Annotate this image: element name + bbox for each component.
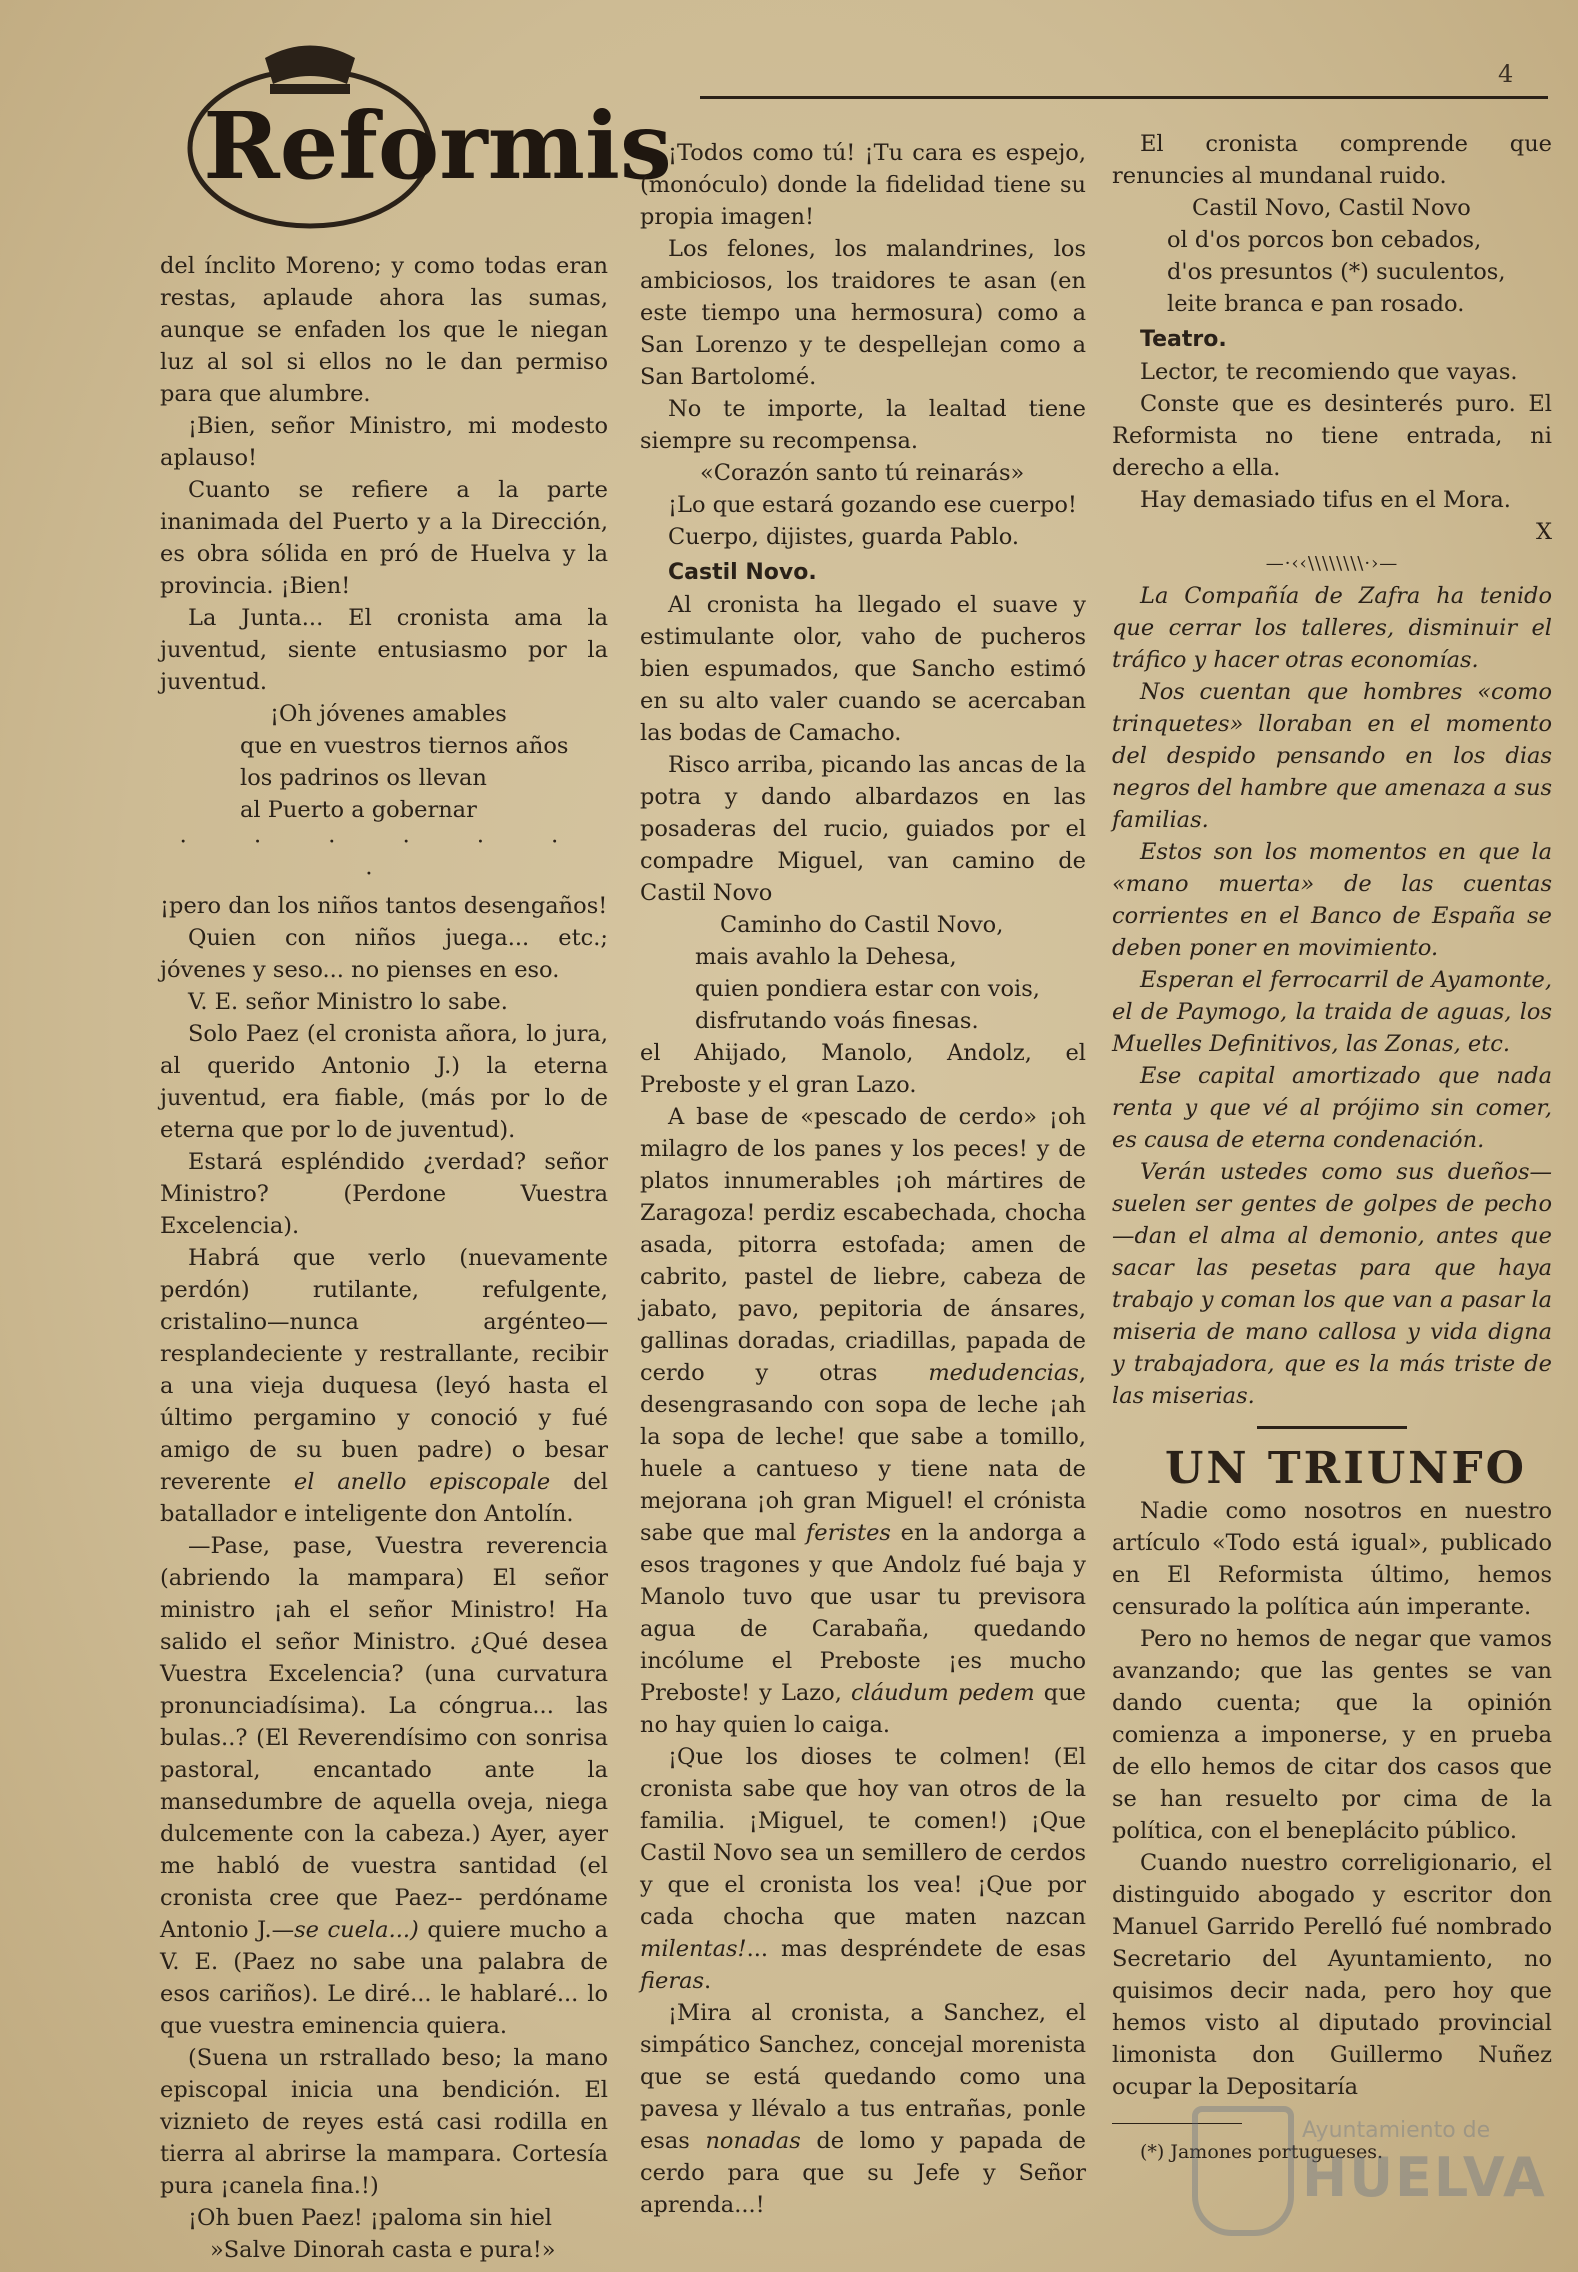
- col3-paragraph: Ese capital amortizado que nada renta y que vé al prójimo sin comer, es causa de eterna condenación.: [1112, 1063, 1552, 1153]
- col1-paragraph: al Puerto a gobernar: [240, 797, 477, 823]
- col2-paragraph: Risco arriba, picando las ancas de la potra y dando albardazos en las posaderas del rucio, guiados por el compadre Miguel, van camino de Castil Novo: [640, 752, 1086, 906]
- col2-paragraph: ¡Todos como tú! ¡Tu cara es espejo, (monóculo) donde la fidelidad tiene su propia imagen!: [640, 140, 1086, 230]
- article-paragraph: Pero no hemos de negar que vamos avanzando; que las gentes se van dando cuenta; que la opinión comienza a imponerse, y en prueba de ello hemos de citar dos casos que se han resuelto por cima de la política, con el beneplácito público.: [1112, 1626, 1552, 1844]
- shield-icon: [1192, 2106, 1294, 2236]
- col3-paragraph: La Compañía de Zafra ha tenido que cerrar los talleres, disminuir el tráfico y hacer otras economías.: [1112, 583, 1552, 673]
- article-title: UN TRIUNFO: [1165, 1443, 1527, 1494]
- col2-paragraph: ¡Que los dioses te colmen! (El cronista sabe que hoy van otros de la familia. ¡Miguel, te comen!) ¡Que Castil Novo sea un semillero de cerdos y que el cronista los vea! ¡Que por cada chocha que maten nazcan milentas!... mas despréndete de esas fieras.: [640, 1744, 1086, 1994]
- col1-paragraph: ¡Oh buen Paez! ¡paloma sin hiel: [188, 2205, 552, 2231]
- col2-paragraph: Los felones, los malandrines, los ambiciosos, los traidores te asan (en este tiempo una hermosura) como a San Lorenzo y te despellejan como a San Bartolomé.: [640, 236, 1086, 390]
- col3-paragraph: —·‹‹\\\\\\\\·›—: [1265, 553, 1399, 574]
- col1-paragraph: ¡Bien, señor Ministro, mi modesto aplauso!: [160, 413, 608, 471]
- col3-paragraph: leite branca e pan rosado.: [1167, 291, 1465, 317]
- masthead-graphic: [170, 28, 670, 238]
- col2-paragraph: ¡Lo que estará gozando ese cuerpo!: [668, 492, 1077, 518]
- col3-section-heading: Teatro.: [1140, 327, 1227, 352]
- col2-paragraph: disfrutando voás finesas.: [695, 1008, 979, 1034]
- col3-paragraph: Verán ustedes como sus dueños—suelen ser gentes de golpes de pecho—dan el alma al demonio, antes que sacar las pesetas para que haya trabajo y coman los que van a pasar la miseria de mano callosa y vida digna y trabajadora, que es la más triste de las miserias.: [1112, 1159, 1552, 1409]
- col1-paragraph: (Suena un rstrallado beso; la mano episcopal inicia una bendición. El viznieto de reyes está casi rodilla en tierra al abrirse la mampara. Cortesía pura ¡canela fina.!): [160, 2045, 608, 2199]
- col2-paragraph: Caminho do Castil Novo,: [720, 912, 1004, 938]
- column-3-top: [1112, 128, 1552, 1412]
- watermark-line1: Ayuntamiento de: [1302, 2118, 1491, 2143]
- col1-paragraph: los padrinos os llevan: [240, 765, 487, 791]
- masthead-logo: [170, 28, 670, 238]
- col1-paragraph: ¡pero dan los niños tantos desengaños!: [160, 893, 608, 919]
- col3-paragraph: Conste que es desinterés puro. El Reformista no tiene entrada, ni derecho a ella.: [1112, 391, 1552, 481]
- header-rule: [700, 96, 1548, 99]
- col1-paragraph: »Salve Dinorah casta e pura!»: [210, 2237, 556, 2263]
- col2-paragraph: No te importe, la lealtad tiene siempre su recompensa.: [640, 396, 1086, 454]
- col1-paragraph: Estará espléndido ¿verdad? señor Ministro? (Perdone Vuestra Excelencia).: [160, 1149, 608, 1239]
- col2-paragraph: A base de «pescado de cerdo» ¡oh milagro de los panes y los peces! y de platos innumerables ¡oh mártires de Zaragoza! perdiz escabechada, chocha asada, pitorra estofada; amen de cabrito, pastel de liebre, cabeza de jabato, pavo, pepitoria de ánsares, gallinas doradas, criadillas, papada de cerdo y otras medudencias, desengrasando con sopa de leche ¡ah la sopa de leche! que sabe a tomillo, huele a cantueso y tiene nata de mejorana ¡oh gran Miguel! el crónista sabe que mal feristes en la andorga a esos tragones y que Andolz fué baja y Manolo tuvo que usar tu previsora agua de Carabaña, quedando incólume el Preboste ¡es mucho Preboste! y Lazo, cláudum pedem que no hay quien lo caiga.: [640, 1104, 1086, 1738]
- col2-paragraph: Cuerpo, dijistes, guarda Pablo.: [668, 524, 1020, 550]
- col1-paragraph: Habrá que verlo (nuevamente perdón) rutilante, refulgente, cristalino—nunca argénteo—resplandeciente y restrallante, recibir a una vieja duquesa (leyó hasta el último pergamino y conoció y fué amigo de su buen padre) o besar reverente el anello episcopale del batallador e inteligente don Antolín.: [160, 1245, 608, 1527]
- col2-paragraph: Al cronista ha llegado el suave y estimulante olor, vaho de pucheros bien espumados, que Sancho estimó en su alto valer cuando se acercaban las bodas de Camacho.: [640, 592, 1086, 746]
- col3-paragraph: X: [1535, 519, 1552, 545]
- col3-paragraph: Castil Novo, Castil Novo: [1192, 195, 1471, 221]
- col1-paragraph: del ínclito Moreno; y como todas eran restas, aplaude ahora las sumas, aunque se enfaden los que le niegan luz al sol si ellos no le dan permiso para que alumbre.: [160, 253, 608, 407]
- col2-paragraph: ¡Mira al cronista, a Sanchez, el simpático Sanchez, concejal morenista que se está quedando como una pavesa y llévalo a tus entrañas, ponle esas nonadas de lomo y papada de cerdo para que su Jefe y Señor aprenda...!: [640, 2000, 1086, 2218]
- archive-watermark: [1162, 2098, 1547, 2248]
- page-number: 4: [1498, 60, 1514, 88]
- col2-paragraph: «Corazón santo tú reinarás»: [700, 460, 1025, 486]
- article-body: [1112, 1495, 1552, 2103]
- col1-paragraph: que en vuestros tiernos años: [240, 733, 569, 759]
- section-divider: [1257, 1426, 1407, 1429]
- col2-section-heading: Castil Novo.: [668, 560, 817, 585]
- col2-paragraph: mais avahlo la Dehesa,: [695, 944, 957, 970]
- col1-paragraph: Quien con niños juega... etc.; jóvenes y seso... no pienses en eso.: [160, 925, 608, 983]
- col1-paragraph: Solo Paez (el cronista añora, lo jura, al querido Antonio J.) la eterna juventud, era fiable, (más por lo de eterna que por lo de juventud).: [160, 1021, 608, 1143]
- col3-paragraph: Estos son los momentos en que la «mano muerta» de las cuentas corrientes en el Banco de España se deben poner en movimiento.: [1112, 839, 1552, 961]
- article-paragraph: Nadie como nosotros en nuestro artículo «Todo está igual», publicado en El Reformista último, hemos censurado la política aún imperante.: [1112, 1498, 1552, 1620]
- column-2: [640, 137, 1086, 2221]
- col1-paragraph: V. E. señor Ministro lo sabe.: [188, 989, 508, 1015]
- col1-paragraph: Cuanto se refiere a la parte inanimada del Puerto y a la Dirección, es obra sólida en pró de Huelva y la provincia. ¡Bien!: [160, 477, 608, 599]
- column-1: [160, 250, 608, 2266]
- masthead-title: Reformis: [203, 92, 670, 200]
- col3-paragraph: Esperan el ferrocarril de Ayamonte, el de Paymogo, la traida de aguas, los Muelles Definitivos, las Zonas, etc.: [1112, 967, 1552, 1057]
- col2-paragraph: quien pondiera estar con vois,: [695, 976, 1040, 1002]
- col1-paragraph: ¡Oh jóvenes amables: [270, 701, 507, 727]
- col3-paragraph: d'os presuntos (*) suculentos,: [1167, 259, 1506, 285]
- col1-paragraph: · · · · · · ·: [179, 829, 589, 887]
- col3-paragraph: Nos cuentan que hombres «como trinquetes» lloraban en el momento del despido pensando en los dias negros del hambre que amenaza a sus familias.: [1112, 679, 1552, 833]
- col1-paragraph: La Junta... El cronista ama la juventud, siente entusiasmo por la juventud.: [160, 605, 608, 695]
- column-3: [1112, 128, 1552, 2168]
- col3-paragraph: ol d'os porcos bon cebados,: [1167, 227, 1482, 253]
- col3-paragraph: Hay demasiado tifus en el Mora.: [1140, 487, 1511, 513]
- footnote: (*) Jamones portugueses.: [1140, 2141, 1384, 2163]
- col1-paragraph: —Pase, pase, Vuestra reverencia (abriendo la mampara) El señor ministro ¡ah el señor Ministro! Ha salido el señor Ministro. ¿Qué desea Vuestra Excelencia? (una curvatura pronunciadísima). La cóngrua... las bulas..? (El Reverendísimo con sonrisa pastoral, encantado ante la mansedumbre de aquella oveja, niega dulcemente con la cabeza.) Ayer, ayer me habló de vuestra santidad (el cronista cree que Paez-- perdóname Antonio J.—se cuela...) quiere mucho a V. E. (Paez no sabe una palabra de esos cariños). Le diré... le hablaré... lo que vuestra eminencia quiera.: [160, 1533, 608, 2039]
- col2-paragraph: el Ahijado, Manolo, Andolz, el Preboste y el gran Lazo.: [640, 1040, 1086, 1098]
- col3-paragraph: Lector, te recomiendo que vayas.: [1140, 359, 1518, 385]
- watermark-line2: HUELVA: [1302, 2146, 1547, 2209]
- article-paragraph: Cuando nuestro correligionario, el distinguido abogado y escritor don Manuel Garrido Perelló fué nombrado Secretario del Ayuntamiento, no quisimos decir nada, pero hoy que hemos visto al diputado provincial limonista don Guillermo Nuñez ocupar la Depositaría: [1112, 1850, 1552, 2100]
- col3-paragraph: El cronista comprende que renuncies al mundanal ruido.: [1112, 131, 1552, 189]
